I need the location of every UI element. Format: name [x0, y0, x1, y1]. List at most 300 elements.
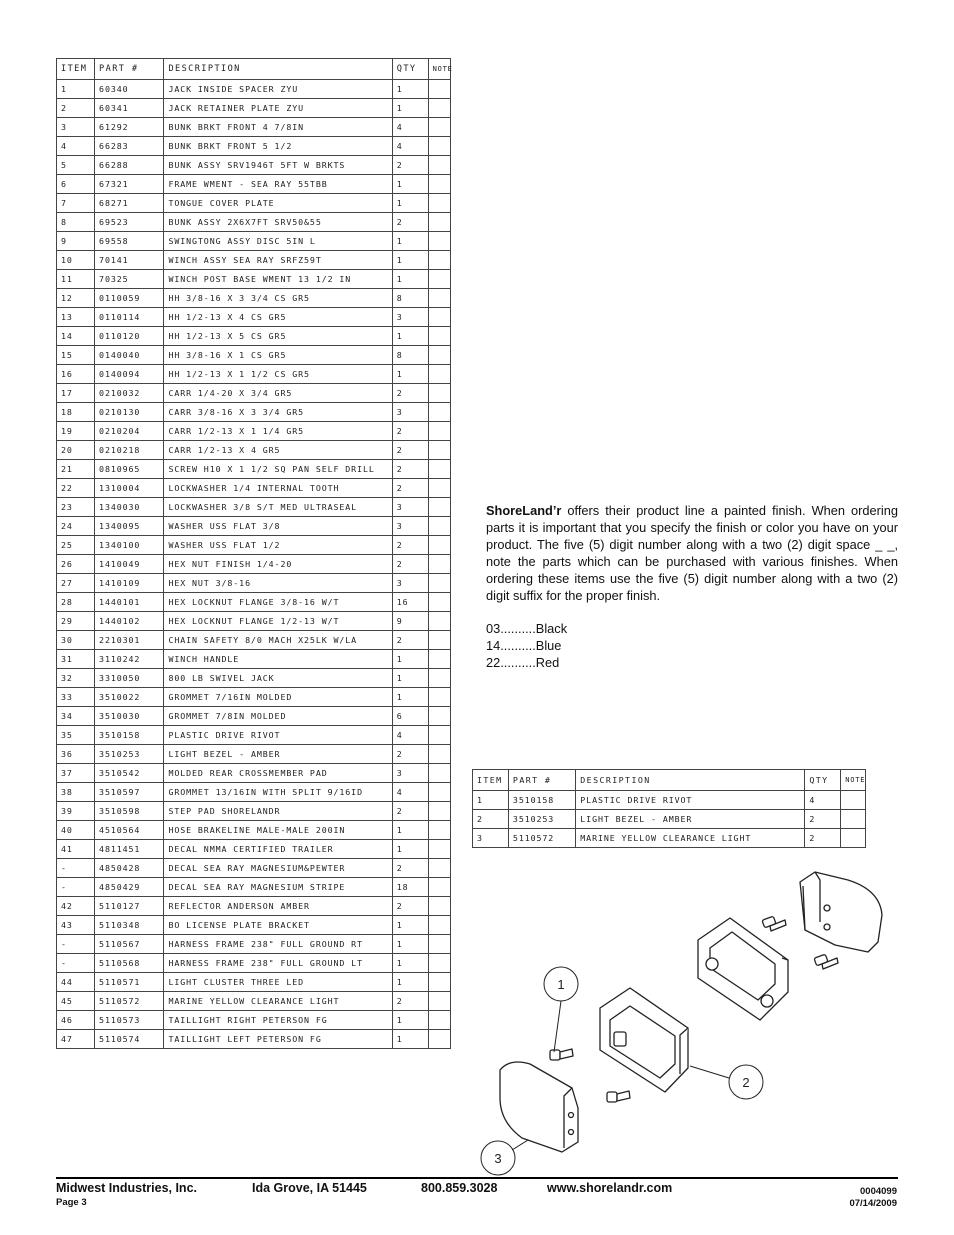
table-row: [57, 308, 451, 327]
table-row: [57, 688, 451, 707]
item-number-cell: 29: [57, 612, 95, 631]
clearance-light-exploded-diagram: [470, 860, 890, 1175]
quantity-cell: 2: [392, 422, 428, 441]
quantity-cell: 2: [392, 897, 428, 916]
note-cell: [428, 441, 450, 460]
table-row: [57, 156, 451, 175]
part-number-cell: 5110348: [95, 916, 164, 935]
quantity-cell: 1: [392, 1011, 428, 1030]
quantity-cell: 1: [392, 80, 428, 99]
quantity-cell: 2: [392, 441, 428, 460]
description-cell: HOSE BRAKELINE MALE-MALE 200IN: [164, 821, 392, 840]
part-number-cell: 1340100: [95, 536, 164, 555]
light-table-header: [473, 770, 866, 791]
part-number-cell: 3310050: [95, 669, 164, 688]
quantity-cell: 2: [392, 460, 428, 479]
table-row: [57, 764, 451, 783]
note-cell: [428, 574, 450, 593]
header-part-number: PART #: [508, 770, 575, 791]
quantity-cell: 2: [392, 384, 428, 403]
description-cell: 800 LB SWIVEL JACK: [164, 669, 392, 688]
item-number-cell: 24: [57, 517, 95, 536]
quantity-cell: 3: [392, 498, 428, 517]
table-row: [57, 1011, 451, 1030]
table-row: [57, 441, 451, 460]
description-cell: CHAIN SAFETY 8/0 MACH X25LK W/LA: [164, 631, 392, 650]
part-number-cell: 66288: [95, 156, 164, 175]
table-row: [57, 612, 451, 631]
part-number-cell: 70325: [95, 270, 164, 289]
item-number-cell: 22: [57, 479, 95, 498]
part-number-cell: 67321: [95, 175, 164, 194]
part-number-cell: 0110059: [95, 289, 164, 308]
finish-codes-list: [486, 620, 567, 671]
table-row: [57, 194, 451, 213]
note-cell: [428, 137, 450, 156]
table-row: [57, 479, 451, 498]
table-row: [57, 251, 451, 270]
table-row: [57, 403, 451, 422]
bezel-bottom-drawing: [600, 988, 688, 1092]
quantity-cell: 2: [392, 992, 428, 1011]
note-cell: [428, 80, 450, 99]
brand-name: ShoreLand’r: [486, 503, 562, 518]
item-number-cell: 40: [57, 821, 95, 840]
part-number-cell: 3510597: [95, 783, 164, 802]
note-cell: [428, 954, 450, 973]
table-row: [57, 859, 451, 878]
table-row: [57, 1030, 451, 1049]
item-number-cell: 1: [57, 80, 95, 99]
note-cell: [428, 365, 450, 384]
part-number-cell: 0210218: [95, 441, 164, 460]
description-cell: BO LICENSE PLATE BRACKET: [164, 916, 392, 935]
quantity-cell: 1: [392, 175, 428, 194]
quantity-cell: 8: [392, 289, 428, 308]
description-cell: CARR 1/4-20 X 3/4 GR5: [164, 384, 392, 403]
description-cell: BUNK BRKT FRONT 4 7/8IN: [164, 118, 392, 137]
item-number-cell: 8: [57, 213, 95, 232]
item-number-cell: 42: [57, 897, 95, 916]
item-number-cell: 33: [57, 688, 95, 707]
quantity-cell: 1: [392, 99, 428, 118]
table-row: [473, 810, 866, 829]
quantity-cell: 6: [392, 707, 428, 726]
part-number-cell: 1440102: [95, 612, 164, 631]
table-row: [57, 555, 451, 574]
description-cell: DECAL SEA RAY MAGNESIUM STRIPE: [164, 878, 392, 897]
note-cell: [428, 346, 450, 365]
quantity-cell: 1: [392, 251, 428, 270]
table-row: [57, 916, 451, 935]
table-row: [57, 707, 451, 726]
part-number-cell: 66283: [95, 137, 164, 156]
description-cell: HH 3/8-16 X 3 3/4 CS GR5: [164, 289, 392, 308]
note-cell: [428, 631, 450, 650]
part-number-cell: 5110567: [95, 935, 164, 954]
table-row: [57, 80, 451, 99]
table-row: [57, 460, 451, 479]
item-number-cell: 6: [57, 175, 95, 194]
part-number-cell: 1340095: [95, 517, 164, 536]
bolt-drawing: [550, 916, 838, 1102]
item-number-cell: 32: [57, 669, 95, 688]
item-number-cell: 19: [57, 422, 95, 441]
header-description: DESCRIPTION: [164, 59, 392, 80]
description-cell: HEX LOCKNUT FLANGE 3/8-16 W/T: [164, 593, 392, 612]
item-number-cell: -: [57, 878, 95, 897]
note-cell: [428, 118, 450, 137]
quantity-cell: 1: [392, 194, 428, 213]
part-number-cell: 5110572: [508, 829, 575, 848]
item-number-cell: 31: [57, 650, 95, 669]
item-number-cell: 47: [57, 1030, 95, 1049]
part-number-cell: 5110573: [95, 1011, 164, 1030]
part-number-cell: 60340: [95, 80, 164, 99]
part-number-cell: 4510564: [95, 821, 164, 840]
table-row: [57, 517, 451, 536]
item-number-cell: 20: [57, 441, 95, 460]
item-number-cell: 30: [57, 631, 95, 650]
note-cell: [841, 791, 866, 810]
note-cell: [428, 555, 450, 574]
finish-code-item: [486, 637, 567, 654]
description-cell: TONGUE COVER PLATE: [164, 194, 392, 213]
note-cell: [841, 829, 866, 848]
table-row: [57, 726, 451, 745]
description-cell: HH 1/2-13 X 4 CS GR5: [164, 308, 392, 327]
note-cell: [428, 745, 450, 764]
part-number-cell: 1440101: [95, 593, 164, 612]
item-number-cell: 18: [57, 403, 95, 422]
part-number-cell: 4850429: [95, 878, 164, 897]
item-number-cell: 11: [57, 270, 95, 289]
footer-date: 07/14/2009: [849, 1198, 897, 1209]
header-qty: QTY: [805, 770, 841, 791]
note-cell: [428, 156, 450, 175]
table-row: [57, 821, 451, 840]
description-cell: SWINGTONG ASSY DISC 5IN L: [164, 232, 392, 251]
part-number-cell: 2210301: [95, 631, 164, 650]
callout-label-3: 3: [494, 1151, 502, 1166]
item-number-cell: 4: [57, 137, 95, 156]
table-row: [57, 232, 451, 251]
description-cell: CARR 3/8-16 X 3 3/4 GR5: [164, 403, 392, 422]
note-cell: [428, 669, 450, 688]
item-number-cell: 23: [57, 498, 95, 517]
description-cell: PLASTIC DRIVE RIVOT: [164, 726, 392, 745]
footer-page-number: Page 3: [56, 1197, 87, 1208]
part-number-cell: 5110572: [95, 992, 164, 1011]
lens-bottom-drawing: [500, 1062, 578, 1152]
header-note: NOTE: [841, 770, 866, 791]
description-cell: HARNESS FRAME 238" FULL GROUND RT: [164, 935, 392, 954]
description-cell: MOLDED REAR CROSSMEMBER PAD: [164, 764, 392, 783]
note-cell: [428, 327, 450, 346]
description-cell: WINCH POST BASE WMENT 13 1/2 IN: [164, 270, 392, 289]
note-cell: [428, 479, 450, 498]
part-number-cell: 3510542: [95, 764, 164, 783]
part-number-cell: 3510158: [95, 726, 164, 745]
item-number-cell: 34: [57, 707, 95, 726]
table-row: [473, 791, 866, 810]
header-qty: QTY: [392, 59, 428, 80]
item-number-cell: -: [57, 859, 95, 878]
description-cell: SCREW H10 X 1 1/2 SQ PAN SELF DRILL: [164, 460, 392, 479]
table-row: [57, 422, 451, 441]
quantity-cell: 1: [392, 232, 428, 251]
item-number-cell: 3: [473, 829, 509, 848]
item-number-cell: 35: [57, 726, 95, 745]
quantity-cell: 3: [392, 517, 428, 536]
quantity-cell: 4: [392, 137, 428, 156]
part-number-cell: 5110568: [95, 954, 164, 973]
note-cell: [428, 517, 450, 536]
description-cell: DECAL SEA RAY MAGNESIUM&PEWTER: [164, 859, 392, 878]
table-row: [57, 650, 451, 669]
note-cell: [428, 99, 450, 118]
description-cell: HH 1/2-13 X 1 1/2 CS GR5: [164, 365, 392, 384]
note-cell: [428, 422, 450, 441]
item-number-cell: 26: [57, 555, 95, 574]
description-cell: BUNK ASSY 2X6X7FT SRV50&55: [164, 213, 392, 232]
note-cell: [428, 859, 450, 878]
item-number-cell: 37: [57, 764, 95, 783]
item-number-cell: 28: [57, 593, 95, 612]
part-number-cell: 0110120: [95, 327, 164, 346]
note-cell: [428, 821, 450, 840]
quantity-cell: 1: [392, 327, 428, 346]
note-cell: [428, 992, 450, 1011]
note-cell: [428, 1011, 450, 1030]
description-cell: HEX NUT FINISH 1/4-20: [164, 555, 392, 574]
item-number-cell: 45: [57, 992, 95, 1011]
description-cell: CARR 1/2-13 X 4 GR5: [164, 441, 392, 460]
part-number-cell: 0140094: [95, 365, 164, 384]
part-number-cell: 0210032: [95, 384, 164, 403]
table-row: [57, 289, 451, 308]
item-number-cell: 36: [57, 745, 95, 764]
table-row: [57, 802, 451, 821]
part-number-cell: 60341: [95, 99, 164, 118]
header-item: ITEM: [473, 770, 509, 791]
item-number-cell: 38: [57, 783, 95, 802]
quantity-cell: 1: [392, 365, 428, 384]
note-cell: [428, 403, 450, 422]
table-row: [57, 631, 451, 650]
note-cell: [428, 194, 450, 213]
description-cell: GROMMET 13/16IN WITH SPLIT 9/16ID: [164, 783, 392, 802]
parts-table-body: [57, 80, 451, 1049]
item-number-cell: 15: [57, 346, 95, 365]
item-number-cell: 13: [57, 308, 95, 327]
table-row: [57, 536, 451, 555]
table-row: [57, 384, 451, 403]
note-cell: [428, 536, 450, 555]
part-number-cell: 3510158: [508, 791, 575, 810]
note-cell: [428, 460, 450, 479]
item-number-cell: 14: [57, 327, 95, 346]
table-row: [473, 829, 866, 848]
quantity-cell: 8: [392, 346, 428, 365]
note-cell: [428, 840, 450, 859]
item-number-cell: -: [57, 935, 95, 954]
note-cell: [428, 802, 450, 821]
part-number-cell: 68271: [95, 194, 164, 213]
quantity-cell: 1: [392, 650, 428, 669]
note-cell: [428, 916, 450, 935]
footer-company: Midwest Industries, Inc.: [56, 1181, 197, 1195]
description-cell: WINCH ASSY SEA RAY SRFZ59T: [164, 251, 392, 270]
part-number-cell: 1310004: [95, 479, 164, 498]
table-row: [57, 669, 451, 688]
table-row: [57, 745, 451, 764]
note-cell: [428, 593, 450, 612]
quantity-cell: 4: [805, 791, 841, 810]
item-number-cell: 46: [57, 1011, 95, 1030]
part-number-cell: 70141: [95, 251, 164, 270]
description-cell: MARINE YELLOW CLEARANCE LIGHT: [576, 829, 805, 848]
note-cell: [428, 498, 450, 517]
item-number-cell: 2: [57, 99, 95, 118]
note-cell: [428, 878, 450, 897]
quantity-cell: 1: [392, 1030, 428, 1049]
finish-code: 22..........: [486, 655, 536, 670]
note-cell: [428, 707, 450, 726]
description-cell: HH 1/2-13 X 5 CS GR5: [164, 327, 392, 346]
note-cell: [841, 810, 866, 829]
quantity-cell: 2: [392, 536, 428, 555]
table-row: [57, 973, 451, 992]
quantity-cell: 1: [392, 973, 428, 992]
quantity-cell: 4: [392, 726, 428, 745]
table-row: [57, 574, 451, 593]
quantity-cell: 4: [392, 118, 428, 137]
item-number-cell: 7: [57, 194, 95, 213]
part-number-cell: 0810965: [95, 460, 164, 479]
part-number-cell: 3110242: [95, 650, 164, 669]
note-cell: [428, 688, 450, 707]
part-number-cell: 5110571: [95, 973, 164, 992]
callout-label-2: 2: [742, 1075, 750, 1090]
finish-code: 14..........: [486, 638, 536, 653]
description-cell: TAILLIGHT LEFT PETERSON FG: [164, 1030, 392, 1049]
finish-code-item: [486, 654, 567, 671]
quantity-cell: 1: [392, 954, 428, 973]
quantity-cell: 2: [805, 810, 841, 829]
table-row: [57, 270, 451, 289]
footer-doc-number: 0004099: [860, 1186, 897, 1197]
note-cell: [428, 973, 450, 992]
table-row: [57, 593, 451, 612]
note-cell: [428, 783, 450, 802]
description-cell: CARR 1/2-13 X 1 1/4 GR5: [164, 422, 392, 441]
item-number-cell: 27: [57, 574, 95, 593]
description-cell: FRAME WMENT - SEA RAY 55TBB: [164, 175, 392, 194]
quantity-cell: 1: [392, 688, 428, 707]
item-number-cell: 43: [57, 916, 95, 935]
item-number-cell: -: [57, 954, 95, 973]
description-cell: REFLECTOR ANDERSON AMBER: [164, 897, 392, 916]
item-number-cell: 2: [473, 810, 509, 829]
header-description: DESCRIPTION: [576, 770, 805, 791]
quantity-cell: 1: [392, 821, 428, 840]
finish-code: 03..........: [486, 621, 536, 636]
part-number-cell: 3510030: [95, 707, 164, 726]
quantity-cell: 2: [392, 802, 428, 821]
description-cell: PLASTIC DRIVE RIVOT: [576, 791, 805, 810]
part-number-cell: 0110114: [95, 308, 164, 327]
header-part-number: PART #: [95, 59, 164, 80]
quantity-cell: 1: [392, 935, 428, 954]
note-cell: [428, 270, 450, 289]
footer-phone: 800.859.3028: [421, 1181, 498, 1195]
parts-list-table: [56, 58, 451, 1049]
part-number-cell: 1340030: [95, 498, 164, 517]
quantity-cell: 2: [392, 479, 428, 498]
description-cell: WASHER USS FLAT 1/2: [164, 536, 392, 555]
header-note: NOTE: [428, 59, 450, 80]
part-number-cell: 0210130: [95, 403, 164, 422]
part-number-cell: 4811451: [95, 840, 164, 859]
description-cell: LIGHT CLUSTER THREE LED: [164, 973, 392, 992]
item-number-cell: 9: [57, 232, 95, 251]
part-number-cell: 69558: [95, 232, 164, 251]
quantity-cell: 3: [392, 574, 428, 593]
description-cell: LIGHT BEZEL - AMBER: [576, 810, 805, 829]
table-row: [57, 118, 451, 137]
part-number-cell: 0210204: [95, 422, 164, 441]
item-number-cell: 3: [57, 118, 95, 137]
note-cell: [428, 213, 450, 232]
quantity-cell: 3: [392, 308, 428, 327]
header-item: ITEM: [57, 59, 95, 80]
quantity-cell: 1: [392, 669, 428, 688]
description-cell: LIGHT BEZEL - AMBER: [164, 745, 392, 764]
description-cell: JACK RETAINER PLATE ZYU: [164, 99, 392, 118]
part-number-cell: 5110127: [95, 897, 164, 916]
part-number-cell: 4850428: [95, 859, 164, 878]
note-cell: [428, 308, 450, 327]
parts-table-header: [57, 59, 451, 80]
table-row: [57, 897, 451, 916]
item-number-cell: 12: [57, 289, 95, 308]
note-cell: [428, 384, 450, 403]
light-parts-table: [472, 769, 866, 848]
description-cell: LOCKWASHER 3/8 S/T MED ULTRASEAL: [164, 498, 392, 517]
description-cell: HEX NUT 3/8-16: [164, 574, 392, 593]
note-cell: [428, 650, 450, 669]
description-cell: GROMMET 7/16IN MOLDED: [164, 688, 392, 707]
description-cell: WASHER USS FLAT 3/8: [164, 517, 392, 536]
light-table-body: [473, 791, 866, 848]
item-number-cell: 44: [57, 973, 95, 992]
part-number-cell: 3510022: [95, 688, 164, 707]
table-row: [57, 954, 451, 973]
quantity-cell: 2: [392, 631, 428, 650]
callout-label-1: 1: [557, 977, 565, 992]
finish-code-item: [486, 620, 567, 637]
item-number-cell: 5: [57, 156, 95, 175]
note-cell: [428, 232, 450, 251]
quantity-cell: 9: [392, 612, 428, 631]
table-row: [57, 992, 451, 1011]
table-row: [57, 783, 451, 802]
description-cell: LOCKWASHER 1/4 INTERNAL TOOTH: [164, 479, 392, 498]
item-number-cell: 17: [57, 384, 95, 403]
table-row: [57, 99, 451, 118]
part-number-cell: 5110574: [95, 1030, 164, 1049]
